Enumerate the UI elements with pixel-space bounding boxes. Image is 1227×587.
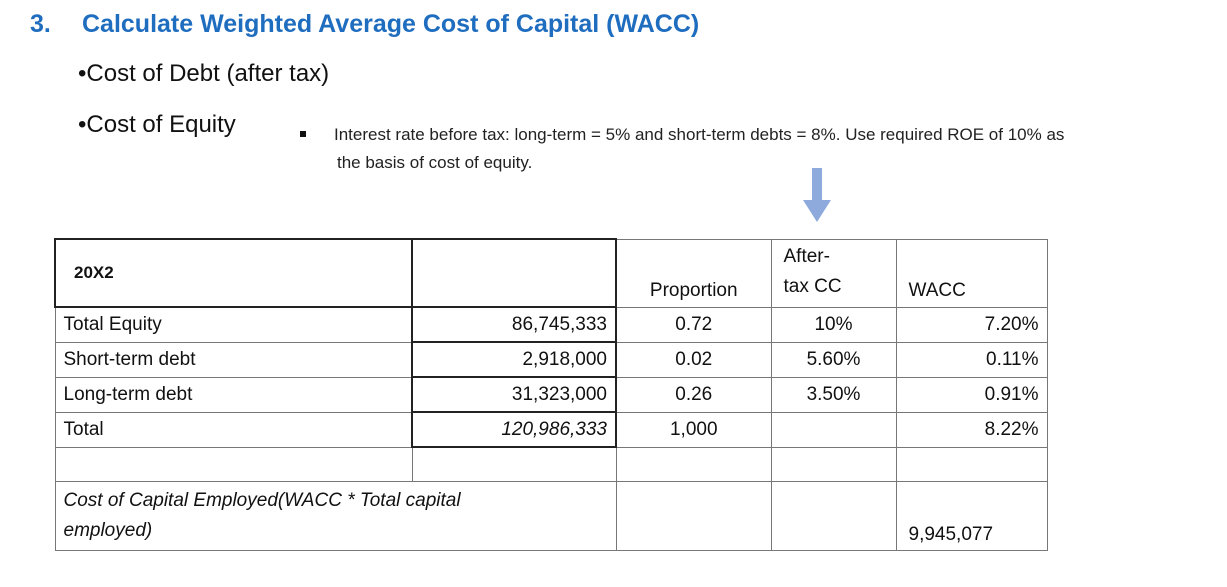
after-tax-header <box>771 239 896 307</box>
proportion-header: Proportion <box>616 239 771 307</box>
row-label: Total Equity <box>55 307 412 342</box>
table-header-row <box>55 239 1047 307</box>
section-heading <box>30 10 699 39</box>
row-label: Total <box>55 412 412 447</box>
wacc-table <box>54 238 1048 551</box>
bullet-cost-of-equity: •Cost of Equity <box>78 111 236 138</box>
after-tax-header-line-2: tax CC <box>783 275 842 297</box>
row-proportion: 0.26 <box>616 377 771 412</box>
table-row-total <box>55 412 1047 447</box>
footer-label-line-2: employed) <box>63 520 153 541</box>
row-amount: 120,986,333 <box>412 412 616 447</box>
row-wacc: 7.20% <box>896 307 1047 342</box>
square-bullet-icon <box>300 131 306 137</box>
row-label: Long-term debt <box>55 377 412 412</box>
down-arrow-icon <box>802 168 832 223</box>
empty-cell <box>771 447 896 482</box>
section-number: 3. <box>30 10 51 38</box>
row-label: Short-term debt <box>55 342 412 377</box>
row-after-tax: 10% <box>771 307 896 342</box>
cost-of-capital-label <box>55 482 616 551</box>
row-amount: 86,745,333 <box>412 307 616 342</box>
row-wacc: 0.91% <box>896 377 1047 412</box>
row-wacc: 8.22% <box>896 412 1047 447</box>
footer-label-line-1: Cost of Capital Employed(WACC * Total capital <box>63 490 461 511</box>
section-title: Calculate Weighted Average Cost of Capital (WACC) <box>82 10 700 38</box>
table-row-empty <box>55 447 1047 482</box>
year-header: 20X2 <box>55 239 412 307</box>
empty-cell <box>771 482 896 551</box>
row-proportion: 0.72 <box>616 307 771 342</box>
cost-of-capital-value: 9,945,077 <box>896 482 1047 551</box>
table-row <box>55 377 1047 412</box>
empty-cell <box>55 447 412 482</box>
row-after-tax <box>771 412 896 447</box>
row-amount: 2,918,000 <box>412 342 616 377</box>
wacc-header: WACC <box>896 239 1047 307</box>
table-row <box>55 342 1047 377</box>
row-after-tax: 5.60% <box>771 342 896 377</box>
empty-cell <box>616 482 771 551</box>
empty-cell <box>616 447 771 482</box>
empty-cell <box>412 447 616 482</box>
note-line-2: the basis of cost of equity. <box>337 153 533 172</box>
amount-header <box>412 239 616 307</box>
row-proportion: 0.02 <box>616 342 771 377</box>
table-row <box>55 307 1047 342</box>
bullet-cost-of-debt: •Cost of Debt (after tax) <box>78 60 330 87</box>
row-after-tax: 3.50% <box>771 377 896 412</box>
table-footer-row <box>55 482 1047 551</box>
empty-cell <box>896 447 1047 482</box>
note-line-1: Interest rate before tax: long-term = 5% and short-term debts = 8%. Use required ROE of 10% as <box>334 125 1065 144</box>
assumption-note <box>300 121 1220 177</box>
after-tax-header-line-1: After- <box>783 245 830 267</box>
row-proportion: 1,000 <box>616 412 771 447</box>
row-wacc: 0.11% <box>896 342 1047 377</box>
row-amount: 31,323,000 <box>412 377 616 412</box>
